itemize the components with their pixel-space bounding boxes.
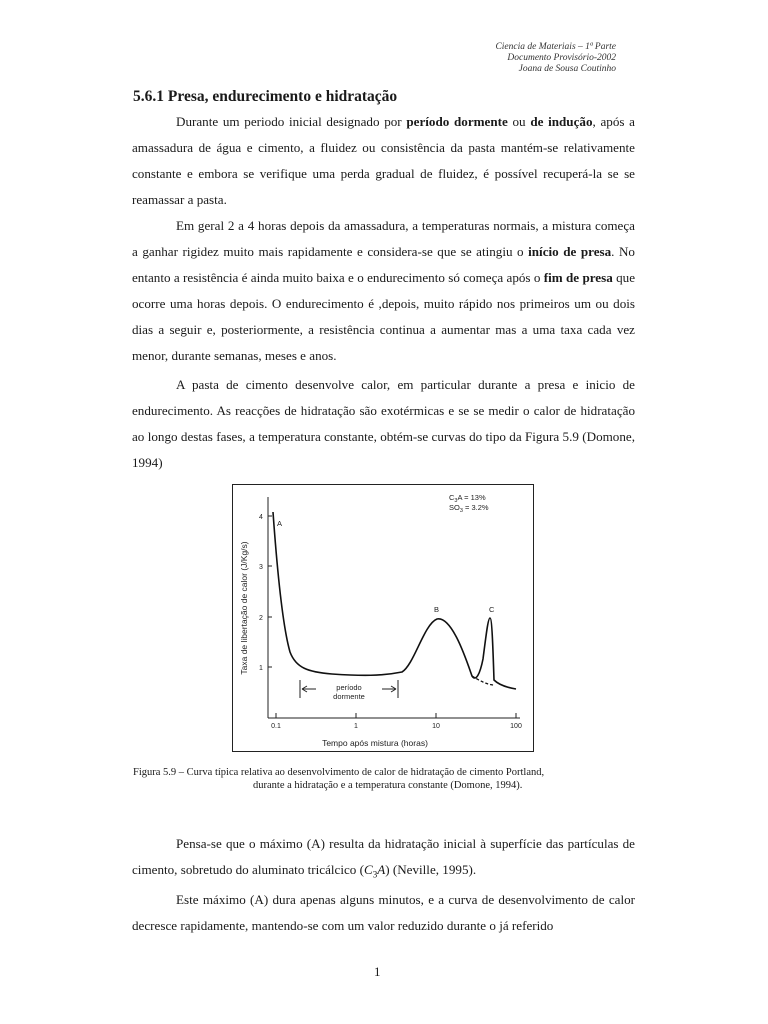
text-run: . No entanto a resistência é ainda muito baixa e o endurecimento só começa após o [132,244,635,285]
paragraph-peak-a [132,831,635,888]
y-tick-label: 1 [259,665,263,672]
composition-so3: $SO_3 = 3.2\%$ [449,503,489,514]
formula-c: C [363,862,373,877]
x-axis-label: Tempo após mistura (horas) [322,738,428,748]
x-tick-label: 0.1 [271,723,281,730]
term-final-set: fim de presa [543,270,613,285]
header-author: Joana de Sousa Coutinho [518,64,616,74]
x-tick-label: 1 [354,723,358,730]
page-number: 1 [374,964,381,979]
caption-line1: Figura 5.9 – Curva típica relativa ao desenvolvimento de calor de hidratação de cimento Portland, [133,767,545,778]
y-tick-label: 4 [259,514,263,521]
formula-a: A [377,862,386,877]
term-induction: de indução [530,114,593,129]
paragraph-peak-a-duration: Este máximo (A) dura apenas alguns minutos, e a curva de desenvolvimento de calor decresce rapidamente, mantendo-se com um valor reduzido durante o já referido [132,892,635,933]
dormant-period-label-line1: período [336,683,362,692]
section-title: 5.6.1 Presa, endurecimento e hidratação [133,88,398,105]
dormant-period-label-line2: dormente [333,692,365,701]
header-course: Ciencia de Materiais – 1ª Parte [495,42,616,52]
text-run: ) (Neville, 1995). [385,862,477,877]
x-tick-label: 100 [510,723,522,730]
x-tick-label: 10 [432,723,440,730]
y-axis-label: Taxa de libertação de calor (J/Kg/s) [239,541,249,675]
paragraph-setting [132,213,635,369]
composition-c3a: $C_3A = 13\%$ [449,493,486,504]
formula-subscript: 3 [372,869,378,880]
text-run: que ocorre uma horas depois. O endurecimento é ,depois, muito rápido nos primeiros um ou dois dias a seguir e, posteriormente, a resistência continua a aumentar mas a uma taxa cada vez menor, durante semanas, meses e anos. [132,270,636,363]
header-document: Documento Provisório-2002 [507,53,616,63]
running-header [495,42,616,75]
text-run: Durante um periodo inicial designado por [176,114,407,129]
peak-c-label: C [489,605,495,614]
figure-heat-curve [232,484,534,752]
text-run: , após a amassadura de água e cimento, a fluidez ou consistência da pasta mantém-se relativamente constante e embora se verifique uma perda gradual de fluidez, é possível recuperá-la se se reamassar a pasta. [132,114,635,207]
figure-caption [133,766,653,792]
text-run: Pensa-se que o máximo (A) resulta da hidratação inicial à superfície das partículas de cimento, sobretudo do aluminato tricálcico ( [132,836,635,877]
text-run: ou [507,114,531,129]
term-dormant-period: período dormente [406,114,508,129]
paragraph-heat: A pasta de cimento desenvolve calor, em particular durante a presa e inicio de endurecimento. As reacções de hidratação são exotérmicas e se se medir o calor de hidratação ao longo destas fases, a temperatura constante, obtém-se curvas do tipo da Figura 5.9 (Domone, 1994) [132,377,635,470]
caption-line2: durante a hidratação e a temperatura constante (Domone, 1994). [253,780,523,791]
peak-b-label: B [434,605,440,614]
paragraph-dormant-period [132,109,635,213]
y-tick-label: 3 [259,564,263,571]
peak-a-label: A [277,519,283,528]
text-run: Em geral 2 a 4 horas depois da amassadura, a temperaturas normais, a mistura começa a ganhar rigidez muito mais rapidamente e considera-se que se atingiu o [132,218,635,259]
term-initial-set: início de presa [528,244,612,259]
y-tick-label: 2 [259,615,263,622]
